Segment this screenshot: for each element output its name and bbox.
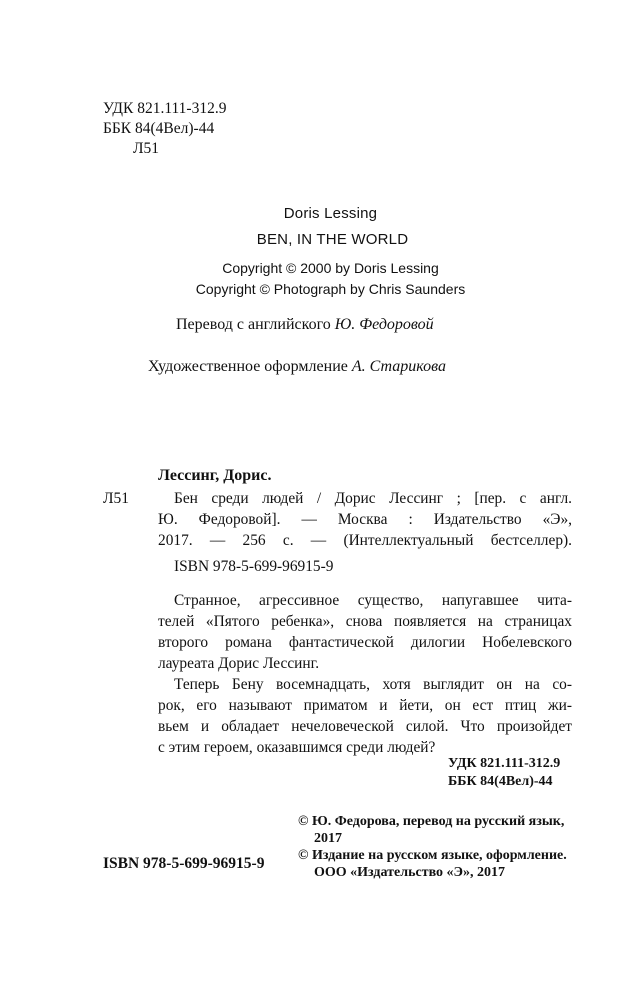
- catalog-heading: Лессинг, Дорис.: [158, 467, 272, 484]
- catalog-line: 2017. — 256 с. — (Интеллектуальный бестселлер).: [158, 532, 572, 549]
- catalog-line: Ю. Федоровой]. — Москва : Издательство «Э»,: [158, 511, 572, 528]
- annotation-line: вьем и обладает нечеловеческой силой. Что произойдет: [158, 718, 572, 735]
- copyright-line: © Издание на русском языке, оформление.: [298, 848, 567, 863]
- catalog-isbn: ISBN 978-5-699-96915-9: [174, 558, 334, 575]
- copyright-text: Copyright © 2000 by Doris Lessing: [222, 260, 439, 276]
- edition-copyright: [298, 847, 567, 881]
- author-mark: Л51: [133, 140, 160, 157]
- design-credit: [148, 358, 446, 376]
- annotation-para-2: [158, 674, 572, 758]
- original-title: BEN, IN THE WORLD: [256, 231, 409, 248]
- translation-label: Перевод с английского: [176, 316, 331, 333]
- designer-name: А. Старикова: [351, 358, 447, 375]
- udk-code: УДК 821.111-312.9: [103, 100, 227, 117]
- annotation-udk: УДК 821.111-312.9: [448, 756, 561, 771]
- annotation-line: рок, его называют приматом и йети, он ест птиц жи-: [158, 697, 572, 714]
- catalog-line: Бен среди людей / Дорис Лессинг ; [пер. с англ.: [174, 490, 572, 507]
- annotation-para-1: [158, 590, 572, 674]
- copyright-line: ООО «Издательство «Э», 2017: [314, 865, 506, 880]
- catalog-code: Л51: [103, 490, 130, 507]
- design-label: Художественное оформление: [148, 358, 348, 375]
- annotation-line: с этим героем, оказавшимся среди людей?: [158, 739, 436, 756]
- bbk-code: ББК 84(4Вел)-44: [103, 120, 215, 137]
- footer-isbn: ISBN 978-5-699-96915-9: [103, 855, 265, 872]
- annotation-line: лауреата Дорис Лессинг.: [158, 655, 320, 672]
- original-author: Doris Lessing: [283, 205, 378, 222]
- translator-name: Ю. Федоровой: [334, 316, 434, 333]
- copyright-line: 2017: [314, 831, 342, 846]
- copyright-line: © Ю. Федорова, перевод на русский язык,: [298, 814, 565, 829]
- annotation-line: Теперь Бену восемнадцать, хотя выглядит он на со-: [174, 676, 572, 693]
- copyright-photo: Copyright © Photograph by Chris Saunders: [195, 281, 466, 297]
- annotation-line: Странное, агрессивное существо, напугавшее чита-: [174, 592, 572, 609]
- translation-credit: [176, 316, 434, 334]
- annotation-line: телей «Пятого ребенка», снова появляется на страницах: [158, 613, 572, 630]
- translation-copyright: [298, 813, 564, 847]
- annotation-line: второго романа фантастической дилогии Нобелевского: [158, 634, 572, 651]
- annotation-bbk: ББК 84(4Вел)-44: [448, 774, 553, 789]
- catalog-description: [158, 488, 572, 551]
